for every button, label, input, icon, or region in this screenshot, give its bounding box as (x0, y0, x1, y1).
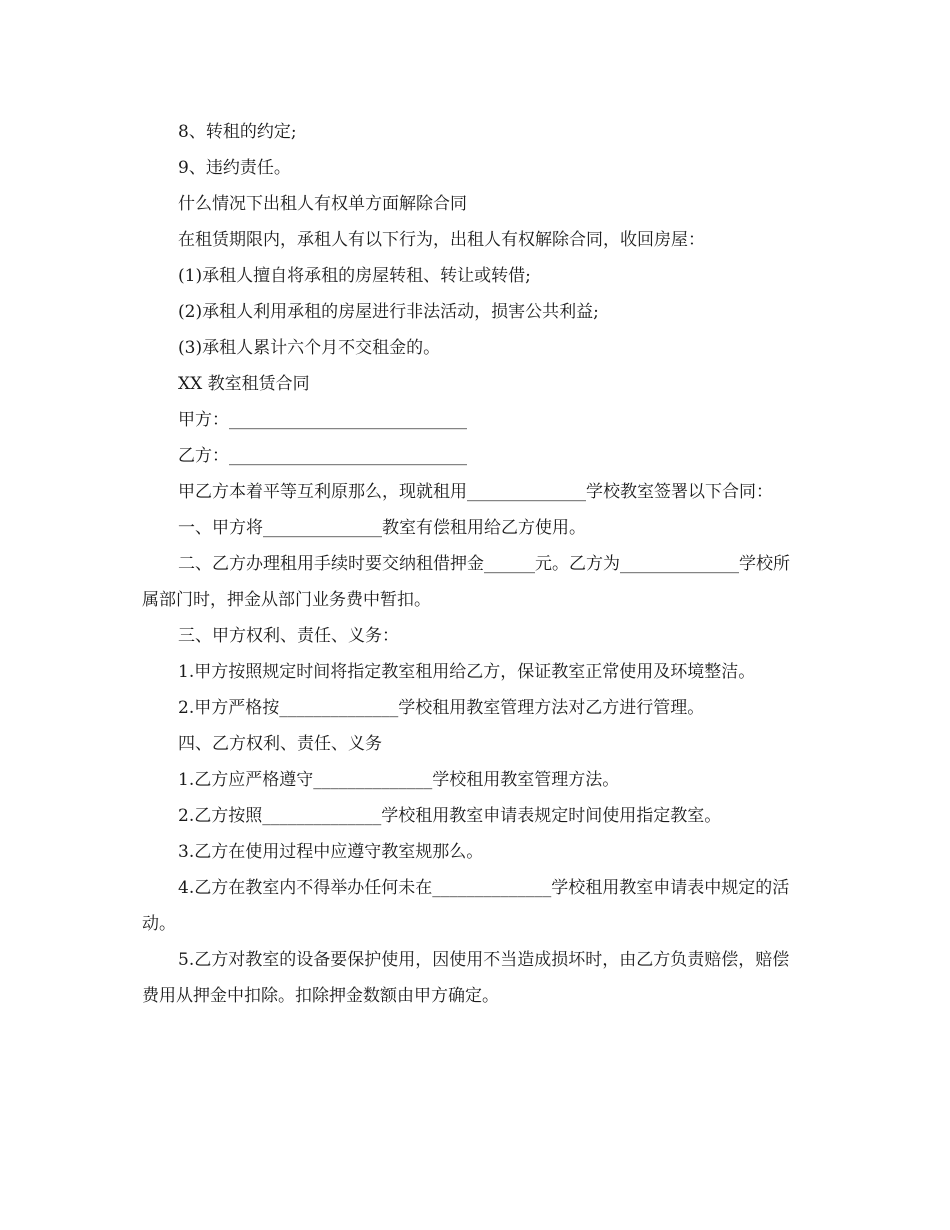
termination-item-1: (1)承租人擅自将承租的房屋转租、转让或转借; (178, 266, 531, 286)
contract-preamble: 甲乙方本着平等互利原那么，现就租用______________学校教室签署以下合同： (178, 482, 773, 502)
clause-breach: 9、违约责任。 (178, 158, 291, 178)
termination-item-2: (2)承租人利用承租的房屋进行非法活动，损害公共利益; (178, 302, 599, 322)
contract-title: XX 教室租赁合同 (178, 374, 310, 394)
article-4-item-2: 2.乙方按照______________学校租用教室申请表规定时间使用指定教室。 (178, 806, 722, 826)
section-heading-termination: 什么情况下出租人有权单方面解除合同 (178, 194, 467, 214)
article-3-heading: 三、甲方权利、责任、义务： (178, 626, 399, 646)
article-3-item-1: 1.甲方按照规定时间将指定教室租用给乙方，保证教室正常使用及环境整洁。 (178, 662, 756, 682)
paragraph-termination-intro: 在租赁期限内，承租人有以下行为，出租人有权解除合同，收回房屋： (178, 230, 705, 250)
article-4-item-3: 3.乙方在使用过程中应遵守教室规那么。 (178, 842, 484, 862)
clause-sublet: 8、转租的约定; (178, 122, 297, 142)
article-4-item-4: 4.乙方在教室内不得举办任何未在______________学校租用教室申请表中规定的活动。 (142, 878, 790, 934)
article-4-heading: 四、乙方权利、责任、义务 (178, 734, 382, 754)
article-4-item-1: 1.乙方应严格遵守______________学校租用教室管理方法。 (178, 770, 620, 790)
article-2: 二、乙方办理租用手续时要交纳租借押金______元。乙方为______________学校所属部门时，押金从部门业务费中暂扣。 (142, 554, 790, 610)
document-body (142, 114, 802, 1014)
termination-item-3: (3)承租人累计六个月不交租金的。 (178, 338, 441, 358)
article-4-item-5: 5.乙方对教室的设备要保护使用，因使用不当造成损坏时，由乙方负责赔偿，赔偿费用从押金中扣除。扣除押金数额由甲方确定。 (142, 950, 790, 1006)
party-a-line: 甲方：____________________________ (178, 410, 467, 430)
party-b-line: 乙方：____________________________ (178, 446, 467, 466)
article-3-item-2: 2.甲方严格按______________学校租用教室管理方法对乙方进行管理。 (178, 698, 705, 718)
article-1: 一、甲方将______________教室有偿租用给乙方使用。 (178, 518, 586, 538)
